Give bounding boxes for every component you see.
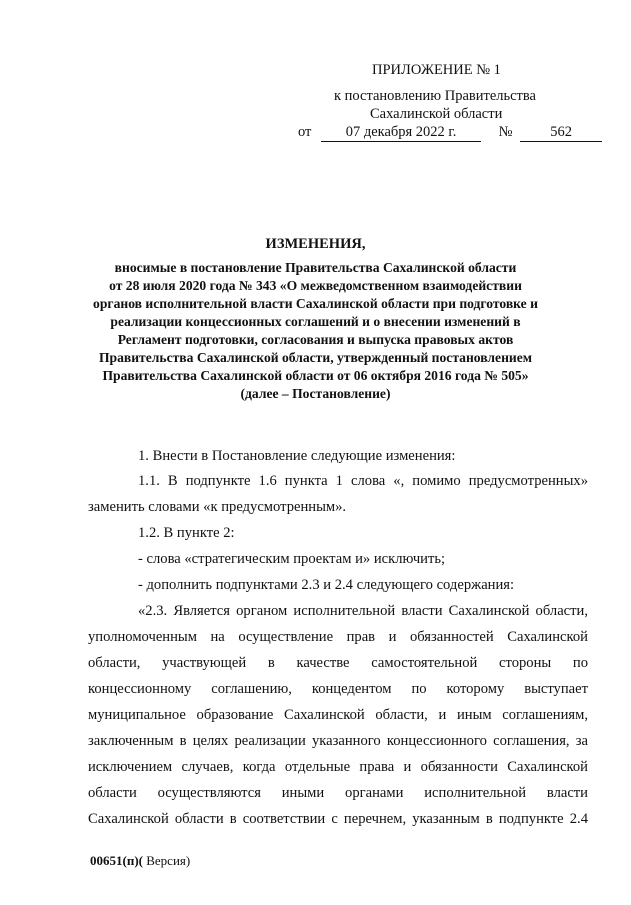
body-line: области осуществляются иными органами исполнительной власти bbox=[88, 785, 588, 801]
body-line: уполномоченным на осуществление прав и обязанностей Сахалинской bbox=[88, 629, 588, 645]
body-line: заменить словами «к предусмотренным». bbox=[88, 499, 347, 515]
body-line: муниципальное образование Сахалинской области, и иным соглашениям, bbox=[88, 707, 588, 723]
body-line: Сахалинской области в соответствии с перечнем, указанным в подпункте 2.4 bbox=[88, 811, 588, 827]
footer-version-code bbox=[90, 853, 190, 869]
document-title: ИЗМЕНЕНИЯ, bbox=[265, 236, 366, 252]
resolution-reference: к постановлению Правительства bbox=[334, 88, 536, 104]
date-number-line bbox=[298, 124, 602, 142]
body-line: - дополнить подпунктами 2.3 и 2.4 следующего содержания: bbox=[138, 577, 515, 593]
subtitle-line: Правительства Сахалинской области, утвержденный постановлением bbox=[98, 350, 533, 365]
footer-version: Версия) bbox=[142, 853, 191, 868]
subtitle-line: органов исполнительной власти Сахалинской области при подготовке и bbox=[93, 296, 538, 311]
subtitle-line: Регламент подготовки, согласования и выпуска правовых актов bbox=[117, 332, 514, 347]
body-line: «2.3. Является органом исполнительной власти Сахалинской области, bbox=[138, 603, 588, 619]
body-line: заключенным в целях реализации указанного концессионного соглашения, за bbox=[88, 733, 588, 749]
subtitle-line: Правительства Сахалинской области от 06 октября 2016 года № 505» bbox=[102, 368, 529, 383]
subtitle-line: (далее – Постановление) bbox=[240, 386, 391, 401]
subtitle-line: реализации концессионных соглашений и о внесении изменений в bbox=[110, 314, 521, 329]
body-line: 1. Внести в Постановление следующие изменения: bbox=[138, 448, 456, 464]
number-label: № bbox=[498, 124, 513, 140]
number-field: 562 bbox=[520, 124, 602, 142]
body-line: концессионному соглашению, концедентом по которому выступает bbox=[88, 681, 588, 697]
date-field: 07 декабря 2022 г. bbox=[321, 124, 481, 142]
from-label: от bbox=[298, 124, 312, 140]
body-line: области, участвующей в качестве самостоятельной стороны по bbox=[88, 655, 588, 671]
subtitle-line: от 28 июля 2020 года № 343 «О межведомственном взаимодействии bbox=[109, 278, 522, 293]
region-name: Сахалинской области bbox=[370, 106, 503, 122]
footer-code: 00651(п)( bbox=[90, 853, 143, 868]
body-line: исключением случаев, когда отдельные права и обязанности Сахалинской bbox=[88, 759, 588, 775]
body-line: - слова «стратегическим проектам и» исключить; bbox=[138, 551, 446, 567]
body-line: 1.2. В пункте 2: bbox=[138, 525, 235, 541]
appendix-heading: ПРИЛОЖЕНИЕ № 1 bbox=[372, 62, 501, 78]
subtitle-line: вносимые в постановление Правительства Сахалинской области bbox=[114, 260, 517, 275]
body-line: 1.1. В подпункте 1.6 пункта 1 слова «, помимо предусмотренных» bbox=[138, 473, 588, 489]
